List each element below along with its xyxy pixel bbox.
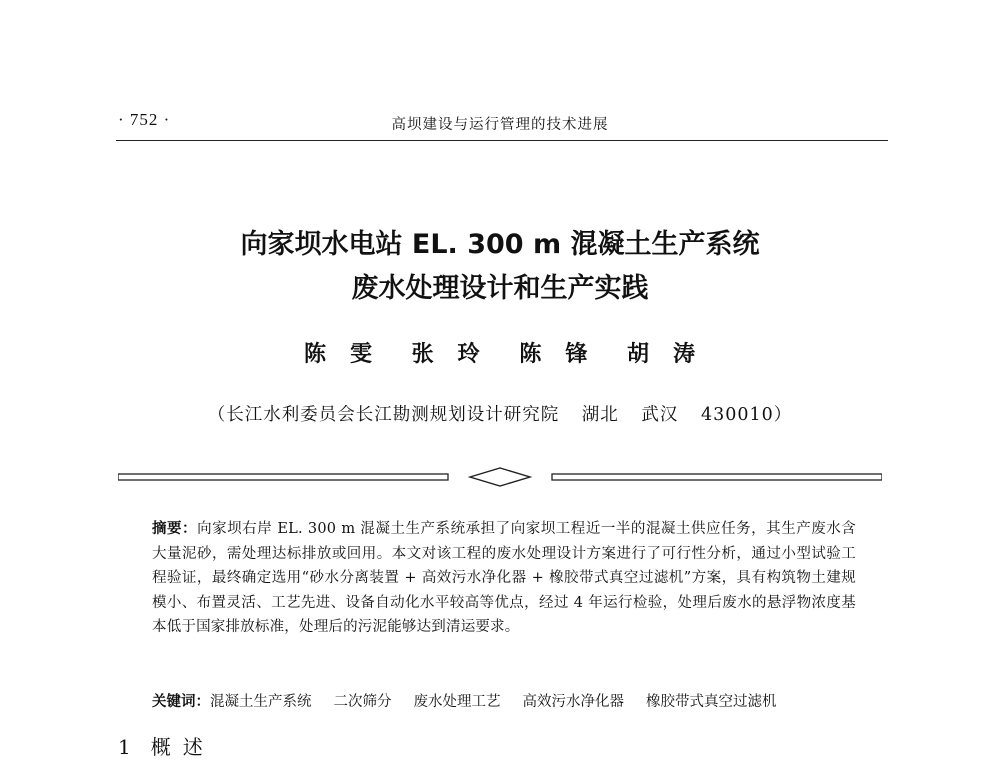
running-header: 高坝建设与运行管理的技术进展 (391, 117, 609, 133)
keyword: 二次筛分 (333, 694, 392, 710)
affiliation-postcode: 430010） (700, 405, 793, 425)
affiliation-province: 湖北 (581, 405, 619, 425)
abstract (152, 517, 856, 640)
header-rule (116, 140, 888, 141)
divider-diamond-icon (470, 468, 530, 486)
divider-right-bar (552, 474, 882, 480)
paper-title-line-1: 向家坝水电站 EL. 300 m 混凝土生产系统 (240, 229, 760, 260)
abstract-text: 向家坝右岸 EL. 300 m 混凝土生产系统承担了向家坝工程近一半的混凝土供应任务，其生产废水含大量泥砂，需处理达标排放或回用。本文对该工程的废水处理设计方案进行了可行性分析，通过小型试验工程验证，最终确定选用“砂水分离装置 + 高效污水净化器 + 橡胶带式真空过滤机”方案，具有构筑物土建规模小、布置灵活、工艺先进、设备自动化水平较高等优点，经过 4 年运行检验，处理后废水的悬浮物浓度基本低于国家排放标准，处理后的污泥能够达到清运要求。 (152, 521, 856, 635)
divider-left-bar (118, 474, 448, 480)
author-list (0, 337, 1000, 368)
affiliation-org: （长江水利委员会长江勘测规划设计研究院 (207, 405, 560, 425)
keyword: 废水处理工艺 (413, 694, 501, 710)
affiliation (0, 401, 1000, 426)
keyword: 高效污水净化器 (522, 694, 624, 710)
author: 陈 雯 (303, 341, 373, 367)
section-number: 1 (118, 735, 131, 759)
page-number: · 752 · (118, 110, 171, 129)
divider-ornament (118, 466, 882, 488)
keyword: 橡胶带式真空过滤机 (646, 694, 777, 710)
affiliation-city: 武汉 (641, 405, 679, 425)
keyword: 混凝土生产系统 (210, 694, 312, 710)
abstract-label: 摘要： (152, 521, 198, 537)
keywords (152, 690, 872, 714)
author: 陈 锋 (519, 341, 589, 367)
section-heading (118, 731, 215, 760)
author: 张 玲 (411, 341, 481, 367)
author: 胡 涛 (627, 341, 697, 367)
paper-title-line-2: 废水处理设计和生产实践 (351, 273, 649, 304)
section-title: 概述 (150, 735, 215, 759)
keywords-label: 关键词： (152, 694, 210, 710)
